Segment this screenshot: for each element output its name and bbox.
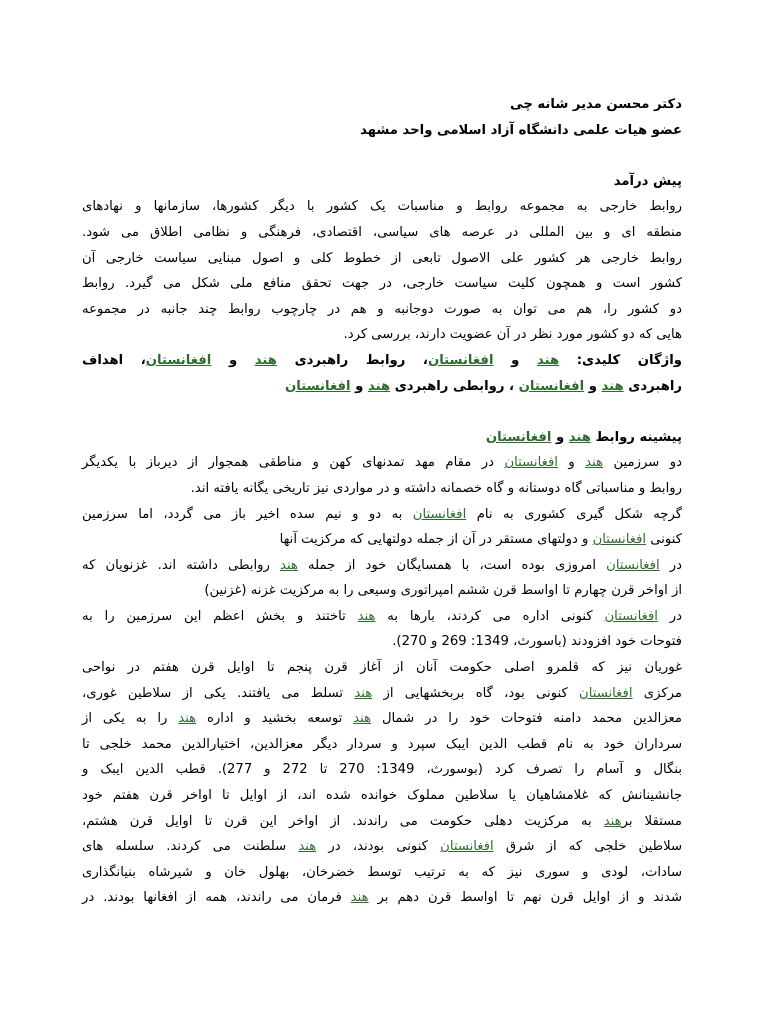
blank-line [82, 399, 682, 425]
inline-link-afghanistan[interactable]: افغانستان [412, 506, 467, 522]
keywords-line-1: واژگان کلیدی: هند و افغانستان، روابط راهبردی هند و افغانستان، اهداف [82, 352, 682, 368]
history-line: روابط و مناسباتی گاه دوستانه و گاه خصمانه داشته و در مواردی نیز تاریخی یگانه یافته اند. [190, 480, 682, 496]
keyword-link-afghanistan[interactable]: افغانستان [145, 352, 212, 368]
intro-heading: پیش درآمد [613, 173, 682, 189]
inline-link-afghanistan[interactable]: افغانستان [504, 455, 558, 471]
history-line: کنونی افغانستان و دولتهای مستقر در آن از جمله دولتهایی که مرکزیت آنها [279, 532, 682, 548]
history-line: در افغانستان امروزی بوده است، با همسایگان خود از جمله هند روابطی داشته اند. غزنویان که [82, 557, 683, 573]
author-affiliation: عضو هیات علمی دانشگاه آزاد اسلامی واحد مشهد [360, 122, 682, 138]
history-line: جانشینانش که غلامشاهیان یا سلاطین مملوک خوانده شده اند، از اوایل تا اواخر قرن هفتم خود [82, 788, 682, 804]
inline-link-afghanistan[interactable]: افغانستان [592, 532, 647, 548]
keyword-link-afghanistan[interactable]: افغانستان [518, 378, 585, 394]
inline-link-hind[interactable]: هند [280, 557, 298, 573]
keyword-link-afghanistan[interactable]: افغانستان [285, 378, 351, 394]
inline-link-hind[interactable]: هند [178, 711, 197, 727]
inline-link-hind[interactable]: هند [353, 711, 372, 727]
history-line: مستقلا برهند به مرکزیت دهلی حکومت می راندند. از اواخر این قرن تا اوایل قرن هشتم، [82, 813, 682, 829]
history-line: شدند و از اوایل قرن نهم تا اواسط قرن دهم بر هند فرمان می راندند، همه از افغانها بودند. در [82, 890, 682, 906]
history-line: معزالدین محمد دامنه فتوحات خود را در شمال هند توسعه بخشید و اداره هند را به یکی از [82, 711, 682, 727]
author-name: دکتر محسن مدیر شانه چی [510, 97, 682, 112]
history-line: دو سرزمین هند و افغانستان در مقام مهد تمدنهای کهن و مناطقی همجوار از دیرباز با یکدیگر [82, 455, 682, 471]
intro-line: منطقه ای و بین المللی در عرصه های سیاسی، اقتصادی، فرهنگی و نظامی اطلاق می شود. [82, 224, 682, 240]
history-line: بنگال و آسام را تصرف کرد (بوسورث، 1349: 270 تا 272 و 277). قطب الدین ایبک و [82, 762, 682, 778]
history-line: مرکزی افغانستان کنونی بود، گاه بربخشهایی از هند تسلط می یافتند. یکی از سلاطین غوری، [82, 685, 682, 701]
inline-link-hind[interactable]: هند [603, 813, 622, 829]
intro-line: دو کشور را، هم می توان به صورت دوجانبه و هم در چارچوب روابط چند جانبه در مجموعه [82, 301, 682, 317]
intro-line: هایی که دو کشور مورد نظر در آن عضویت دارند، بررسی کرد. [343, 327, 682, 343]
keyword-link-hind[interactable]: هند [536, 352, 560, 368]
history-paragraph [82, 450, 682, 911]
heading-link-afghanistan[interactable]: افغانستان [485, 429, 552, 445]
keywords-line-2: راهبردی هند و افغانستان ، روابطی راهبردی هند و افغانستان [285, 378, 682, 394]
intro-paragraph [82, 194, 682, 348]
inline-link-hind[interactable]: هند [350, 890, 369, 906]
history-line: سلاطین خلجی که از شرق افغانستان کنونی بودند، در هند سلطنت می کردند. سلسله های [82, 839, 682, 855]
history-line: گرچه شکل گیری کشوری به نام افغانستان به دو و نیم سده اخیر باز می گردد، اما سرزمین [82, 506, 682, 522]
intro-line: کشور است و همچون کلیت سیاست خارجی، در جهت تحقق منافع ملی شکل می گیرد. روابط [82, 276, 682, 292]
inline-link-afghanistan[interactable]: افغانستان [604, 608, 658, 624]
keyword-link-afghanistan[interactable]: افغانستان [427, 352, 494, 368]
heading-link-hind[interactable]: هند [568, 429, 591, 445]
history-line: فتوحات خود افزودند (باسورث، 1349: 269 و 270). [392, 634, 682, 650]
history-heading: پیشینه روابط هند و افغانستان [485, 429, 682, 445]
history-line: غوریان نیز که قلمرو اصلی حکومت آنان از آغاز قرن پنجم تا اوایل قرن هفتم در نواحی [82, 660, 682, 676]
history-line: از اواخر قرن چهارم تا اواسط قرن ششم امپراتوری وسیعی را به مرکزیت غزنه (غزنین) [204, 583, 682, 599]
inline-link-hind[interactable]: هند [354, 685, 373, 701]
inline-link-hind[interactable]: هند [298, 839, 317, 855]
blank-line [82, 143, 682, 169]
keywords-label: واژگان کلیدی: [576, 352, 682, 368]
history-line: در افغانستان کنونی اداره می کردند، بارها به هند تاختند و بخش اعظم این سرزمین را به [82, 608, 683, 624]
intro-line: روابط خارجی به مجموعه روابط و مناسبات یک کشور با دیگر کشورها، سازمانها و نهادهای [82, 199, 682, 215]
keyword-link-hind[interactable]: هند [254, 352, 277, 368]
inline-link-afghanistan[interactable]: افغانستان [579, 685, 633, 701]
inline-link-afghanistan[interactable]: افغانستان [606, 557, 660, 573]
keyword-link-hind[interactable]: هند [601, 378, 624, 394]
inline-link-hind[interactable]: هند [585, 455, 604, 471]
keyword-link-hind[interactable]: هند [367, 378, 391, 394]
inline-link-afghanistan[interactable]: افغانستان [440, 839, 494, 855]
document-page [82, 92, 682, 911]
inline-link-hind[interactable]: هند [357, 608, 376, 624]
history-line: سادات، لودی و سوری نیز که به ترتیب توسط خضرخان، بهلول خان و شیرشاه بنیانگذاری [82, 864, 682, 880]
history-line: سرداران خود به نام قطب الدین ایبک سپرد و سردار دیگر معزالدین، اختیارالدین محمد خلجی تا [82, 736, 682, 752]
intro-line: روابط خارجی هر کشور علی الاصول تابعی از خطوط کلی و اصول مبنایی سیاست خارجی آن [82, 250, 682, 266]
